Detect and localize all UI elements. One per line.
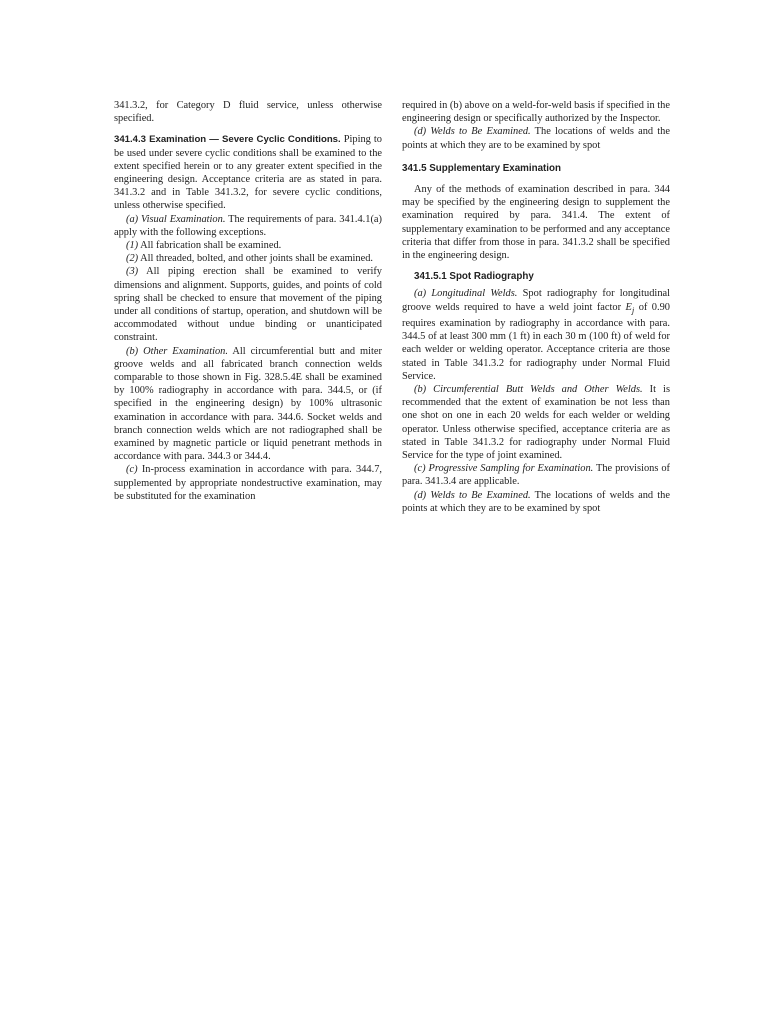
subitem-label: (3) (126, 266, 139, 278)
item-label: (b) (126, 345, 139, 357)
item-c-inprocess (114, 463, 382, 503)
item-title: Progressive Sampling for Examination. (428, 463, 594, 475)
item-label: (d) (414, 489, 427, 501)
item-label: (a) (414, 288, 427, 300)
subitem-2 (114, 252, 382, 265)
subitem-body: All fabrication shall be examined. (138, 240, 282, 252)
item-title: Longitudinal Welds. (431, 288, 518, 300)
subitem-3 (114, 265, 382, 344)
item-label: (c) (126, 464, 138, 476)
item-d-certification (402, 125, 670, 151)
item-title: Welds to Be Examined. (430, 126, 531, 138)
right-column (402, 99, 670, 515)
item-label: (d) (414, 126, 427, 138)
item-c-progressive (402, 462, 670, 488)
subitem-body: All threaded, bolted, and other joints shall be examined. (138, 253, 374, 265)
item-b-other (114, 345, 382, 464)
item-body-part2: of 0.90 requires examination by radiography in accordance with para. 344.5 of at least 300 mm (1 ft) in each 30 m (100 ft) of weld for each welder or welding operator. Acceptance criteria are those stated in Table 341.3.2 for radiography under Normal Fluid Service. (402, 301, 670, 382)
section-341-4-3 (114, 133, 382, 212)
joint-factor-subscript: j (631, 304, 635, 315)
item-label: (a) (126, 213, 139, 225)
section-body: Piping to be used under severe cyclic conditions shall be examined to the extent specified herein or to any greater extent specified in the engineering design. Acceptance criteria are as stated in para. 341.3.2 and in Table 341.3.2, for severe cyclic conditions, unless otherwise specified. (114, 134, 382, 212)
item-label: (c) (414, 463, 426, 475)
item-b-circumferential (402, 383, 670, 462)
item-body: The provisions of para. 341.3.4 are applicable. (402, 463, 671, 488)
section-341-5-heading: 341.5 Supplementary Examination (402, 162, 561, 174)
item-body: The requirements of para. 341.4.1(a) apply with the following exceptions. (114, 213, 382, 238)
section-heading: 341.4.3 Examination — Severe Cyclic Conditions. (114, 134, 341, 146)
item-d-welds (402, 489, 670, 515)
item-body: In-process examination in accordance with para. 344.7, supplemented by appropriate nondestructive examination, may be substituted for the examination (114, 464, 382, 502)
joint-factor-symbol: E (625, 301, 632, 313)
item-body-part1: Spot radiography for longitudinal groove welds required to have a weld joint factor (402, 288, 671, 313)
item-body: All circumferential butt and miter groove welds and all fabricated branch connection welds comparable to those shown in Fig. 328.5.4E shall be examined by 100% radiography in accordance with para. 344.5, or (if specified in the engineering design) by 100% ultrasonic examination in accordance with para. 344.6. Socket welds and branch connection welds which are not radiographed shall be examined by magnetic particle or liquid penetrant methods in accordance with para. 344.3 or 344.4. (114, 345, 382, 463)
item-label: (b) (414, 383, 427, 395)
item-a-visual (114, 213, 382, 239)
paragraph-continuation: required in (b) above on a weld-for-weld basis if specified in the engineering design or specifically authorized by the Inspector. (402, 100, 670, 125)
subitem-1 (114, 239, 382, 252)
paragraph-continuation: 341.3.2, for Category D fluid service, unless otherwise specified. (114, 100, 382, 125)
item-body: It is recommended that the extent of examination be not less than one shot on one in each 20 welds for each welder or welding operator. Unless otherwise specified, acceptance criteria are as stated in Table 341.3.2 for radiography under Normal Fluid Service for the type of joint examined. (402, 383, 670, 461)
item-body: The locations of welds and the points at which they are to be examined by spot (402, 126, 670, 151)
subitem-body: All piping erection shall be examined to verify dimensions and alignment. Supports, guides, and points of cold spring shall be checked to ensure that movement of the piping under all conditions of startup, operation, and shutdown will be accommodated without undue binding or unanticipated constraint. (114, 266, 382, 344)
item-a-longitudinal (402, 287, 670, 383)
item-title: Circumferential Butt Welds and Other Welds. (433, 383, 643, 395)
section-341-5-body: Any of the methods of examination described in para. 344 may be specified by the engineering design to supplement the examination required by para. 341.4. The extent of supplementary examination to be performed and any acceptance criteria that differ from those in para. 341.3.2 shall be specified in the engineering design. (402, 184, 670, 262)
subitem-label: (2) (126, 253, 139, 265)
item-title: Welds to Be Examined. (430, 489, 531, 501)
left-column (114, 99, 382, 503)
item-title: Visual Examination. (141, 213, 226, 225)
item-title: Other Examination. (143, 345, 228, 357)
subitem-label: (1) (126, 240, 139, 252)
section-341-5-1-heading: 341.5.1 Spot Radiography (414, 271, 534, 283)
item-body: The locations of welds and the points at which they are to be examined by spot (402, 489, 670, 514)
